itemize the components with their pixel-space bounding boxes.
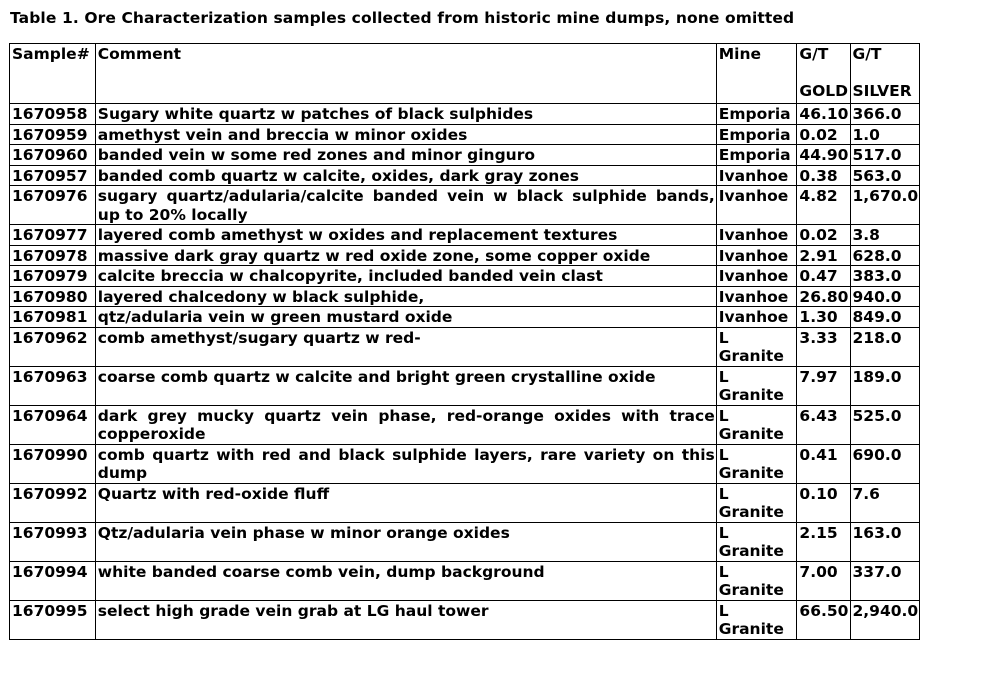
header-silver: [850, 44, 920, 104]
cell-gold: 3.33: [797, 327, 850, 366]
header-mine: Mine: [716, 44, 797, 104]
cell-silver: 366.0: [850, 104, 920, 125]
cell-comment: layered chalcedony w black sulphide,: [95, 286, 716, 307]
cell-comment: banded vein w some red zones and minor ginguro: [95, 145, 716, 166]
cell-sample: 1670958: [10, 104, 96, 125]
cell-comment: layered comb amethyst w oxides and replacement textures: [95, 225, 716, 246]
cell-sample: 1670990: [10, 444, 96, 483]
cell-sample: 1670964: [10, 405, 96, 444]
header-gold: [797, 44, 850, 104]
table-row: [10, 444, 920, 483]
table-row: [10, 522, 920, 561]
cell-silver: 383.0: [850, 266, 920, 287]
table-row: [10, 483, 920, 522]
table-row: [10, 561, 920, 600]
cell-sample: 1670976: [10, 186, 96, 225]
table-row: [10, 286, 920, 307]
cell-sample: 1670994: [10, 561, 96, 600]
cell-comment: sugary quartz/adularia/calcite banded vein w black sulphide bands, up to 20% locally: [95, 186, 716, 225]
cell-comment: dark grey mucky quartz vein phase, red-orange oxides with trace copperoxide: [95, 405, 716, 444]
cell-mine: Emporia: [716, 124, 797, 145]
cell-mine: L Granite: [716, 483, 797, 522]
table-row: [10, 405, 920, 444]
cell-comment: Qtz/adularia vein phase w minor orange oxides: [95, 522, 716, 561]
cell-mine: L Granite: [716, 366, 797, 405]
table-row: [10, 186, 920, 225]
cell-comment: Quartz with red-oxide fluff: [95, 483, 716, 522]
cell-gold: 6.43: [797, 405, 850, 444]
cell-mine: L Granite: [716, 444, 797, 483]
cell-sample: 1670977: [10, 225, 96, 246]
table-row: [10, 104, 920, 125]
cell-comment: select high grade vein grab at LG haul tower: [95, 600, 716, 639]
cell-silver: 940.0: [850, 286, 920, 307]
cell-silver: 628.0: [850, 245, 920, 266]
cell-mine: Ivanhoe: [716, 266, 797, 287]
cell-comment: coarse comb quartz w calcite and bright green crystalline oxide: [95, 366, 716, 405]
cell-sample: 1670963: [10, 366, 96, 405]
header-sample: Sample#: [10, 44, 96, 104]
cell-sample: 1670962: [10, 327, 96, 366]
table-body: [10, 44, 920, 640]
cell-gold: 0.41: [797, 444, 850, 483]
cell-silver: 218.0: [850, 327, 920, 366]
cell-comment: comb quartz with red and black sulphide layers, rare variety on this dump: [95, 444, 716, 483]
cell-silver: 189.0: [850, 366, 920, 405]
table-row: [10, 225, 920, 246]
cell-sample: 1670995: [10, 600, 96, 639]
cell-mine: Ivanhoe: [716, 225, 797, 246]
cell-comment: banded comb quartz w calcite, oxides, dark gray zones: [95, 165, 716, 186]
cell-silver: 3.8: [850, 225, 920, 246]
cell-mine: Emporia: [716, 104, 797, 125]
header-gold-label: GOLD: [799, 81, 849, 100]
cell-comment: white banded coarse comb vein, dump background: [95, 561, 716, 600]
cell-gold: 0.02: [797, 124, 850, 145]
cell-silver: 563.0: [850, 165, 920, 186]
cell-gold: 7.97: [797, 366, 850, 405]
table-row: [10, 327, 920, 366]
cell-gold: 4.82: [797, 186, 850, 225]
cell-gold: 2.91: [797, 245, 850, 266]
cell-mine: L Granite: [716, 327, 797, 366]
cell-gold: 46.10: [797, 104, 850, 125]
cell-mine: Ivanhoe: [716, 245, 797, 266]
cell-silver: 2,940.0: [850, 600, 920, 639]
cell-silver: 849.0: [850, 307, 920, 328]
cell-silver: 525.0: [850, 405, 920, 444]
table-row: [10, 266, 920, 287]
cell-gold: 0.02: [797, 225, 850, 246]
cell-sample: 1670960: [10, 145, 96, 166]
cell-sample: 1670957: [10, 165, 96, 186]
cell-sample: 1670978: [10, 245, 96, 266]
cell-silver: 517.0: [850, 145, 920, 166]
table-caption: Table 1. Ore Characterization samples collected from historic mine dumps, none omitted: [10, 9, 795, 27]
cell-comment: qtz/adularia vein w green mustard oxide: [95, 307, 716, 328]
cell-mine: Ivanhoe: [716, 165, 797, 186]
cell-mine: L Granite: [716, 522, 797, 561]
cell-silver: 690.0: [850, 444, 920, 483]
cell-mine: Emporia: [716, 145, 797, 166]
cell-sample: 1670979: [10, 266, 96, 287]
cell-gold: 0.38: [797, 165, 850, 186]
cell-comment: amethyst vein and breccia w minor oxides: [95, 124, 716, 145]
cell-gold: 0.10: [797, 483, 850, 522]
cell-gold: 7.00: [797, 561, 850, 600]
cell-sample: 1670992: [10, 483, 96, 522]
cell-gold: 2.15: [797, 522, 850, 561]
cell-silver: 1.0: [850, 124, 920, 145]
cell-comment: massive dark gray quartz w red oxide zone, some copper oxide: [95, 245, 716, 266]
header-gold-unit: G/T: [799, 45, 829, 63]
cell-sample: 1670959: [10, 124, 96, 145]
cell-gold: 1.30: [797, 307, 850, 328]
cell-silver: 163.0: [850, 522, 920, 561]
ore-characterization-table: [9, 43, 920, 640]
cell-sample: 1670993: [10, 522, 96, 561]
cell-mine: Ivanhoe: [716, 307, 797, 328]
table-row: [10, 307, 920, 328]
cell-gold: 0.47: [797, 266, 850, 287]
table-row: [10, 245, 920, 266]
cell-silver: 337.0: [850, 561, 920, 600]
cell-gold: 66.50: [797, 600, 850, 639]
table-row: [10, 165, 920, 186]
table-row: [10, 124, 920, 145]
header-silver-label: SILVER: [852, 81, 912, 100]
cell-mine: Ivanhoe: [716, 186, 797, 225]
cell-comment: comb amethyst/sugary quartz w red-: [95, 327, 716, 366]
cell-sample: 1670981: [10, 307, 96, 328]
header-comment: Comment: [95, 44, 716, 104]
header-row: [10, 44, 920, 104]
cell-mine: Ivanhoe: [716, 286, 797, 307]
table-row: [10, 600, 920, 639]
cell-silver: 1,670.0: [850, 186, 920, 225]
cell-gold: 44.90: [797, 145, 850, 166]
table-row: [10, 145, 920, 166]
cell-mine: L Granite: [716, 405, 797, 444]
cell-comment: Sugary white quartz w patches of black sulphides: [95, 104, 716, 125]
cell-comment: calcite breccia w chalcopyrite, included banded vein clast: [95, 266, 716, 287]
cell-gold: 26.80: [797, 286, 850, 307]
cell-mine: L Granite: [716, 561, 797, 600]
cell-sample: 1670980: [10, 286, 96, 307]
cell-mine: L Granite: [716, 600, 797, 639]
cell-silver: 7.6: [850, 483, 920, 522]
header-silver-unit: G/T: [852, 45, 882, 63]
table-row: [10, 366, 920, 405]
